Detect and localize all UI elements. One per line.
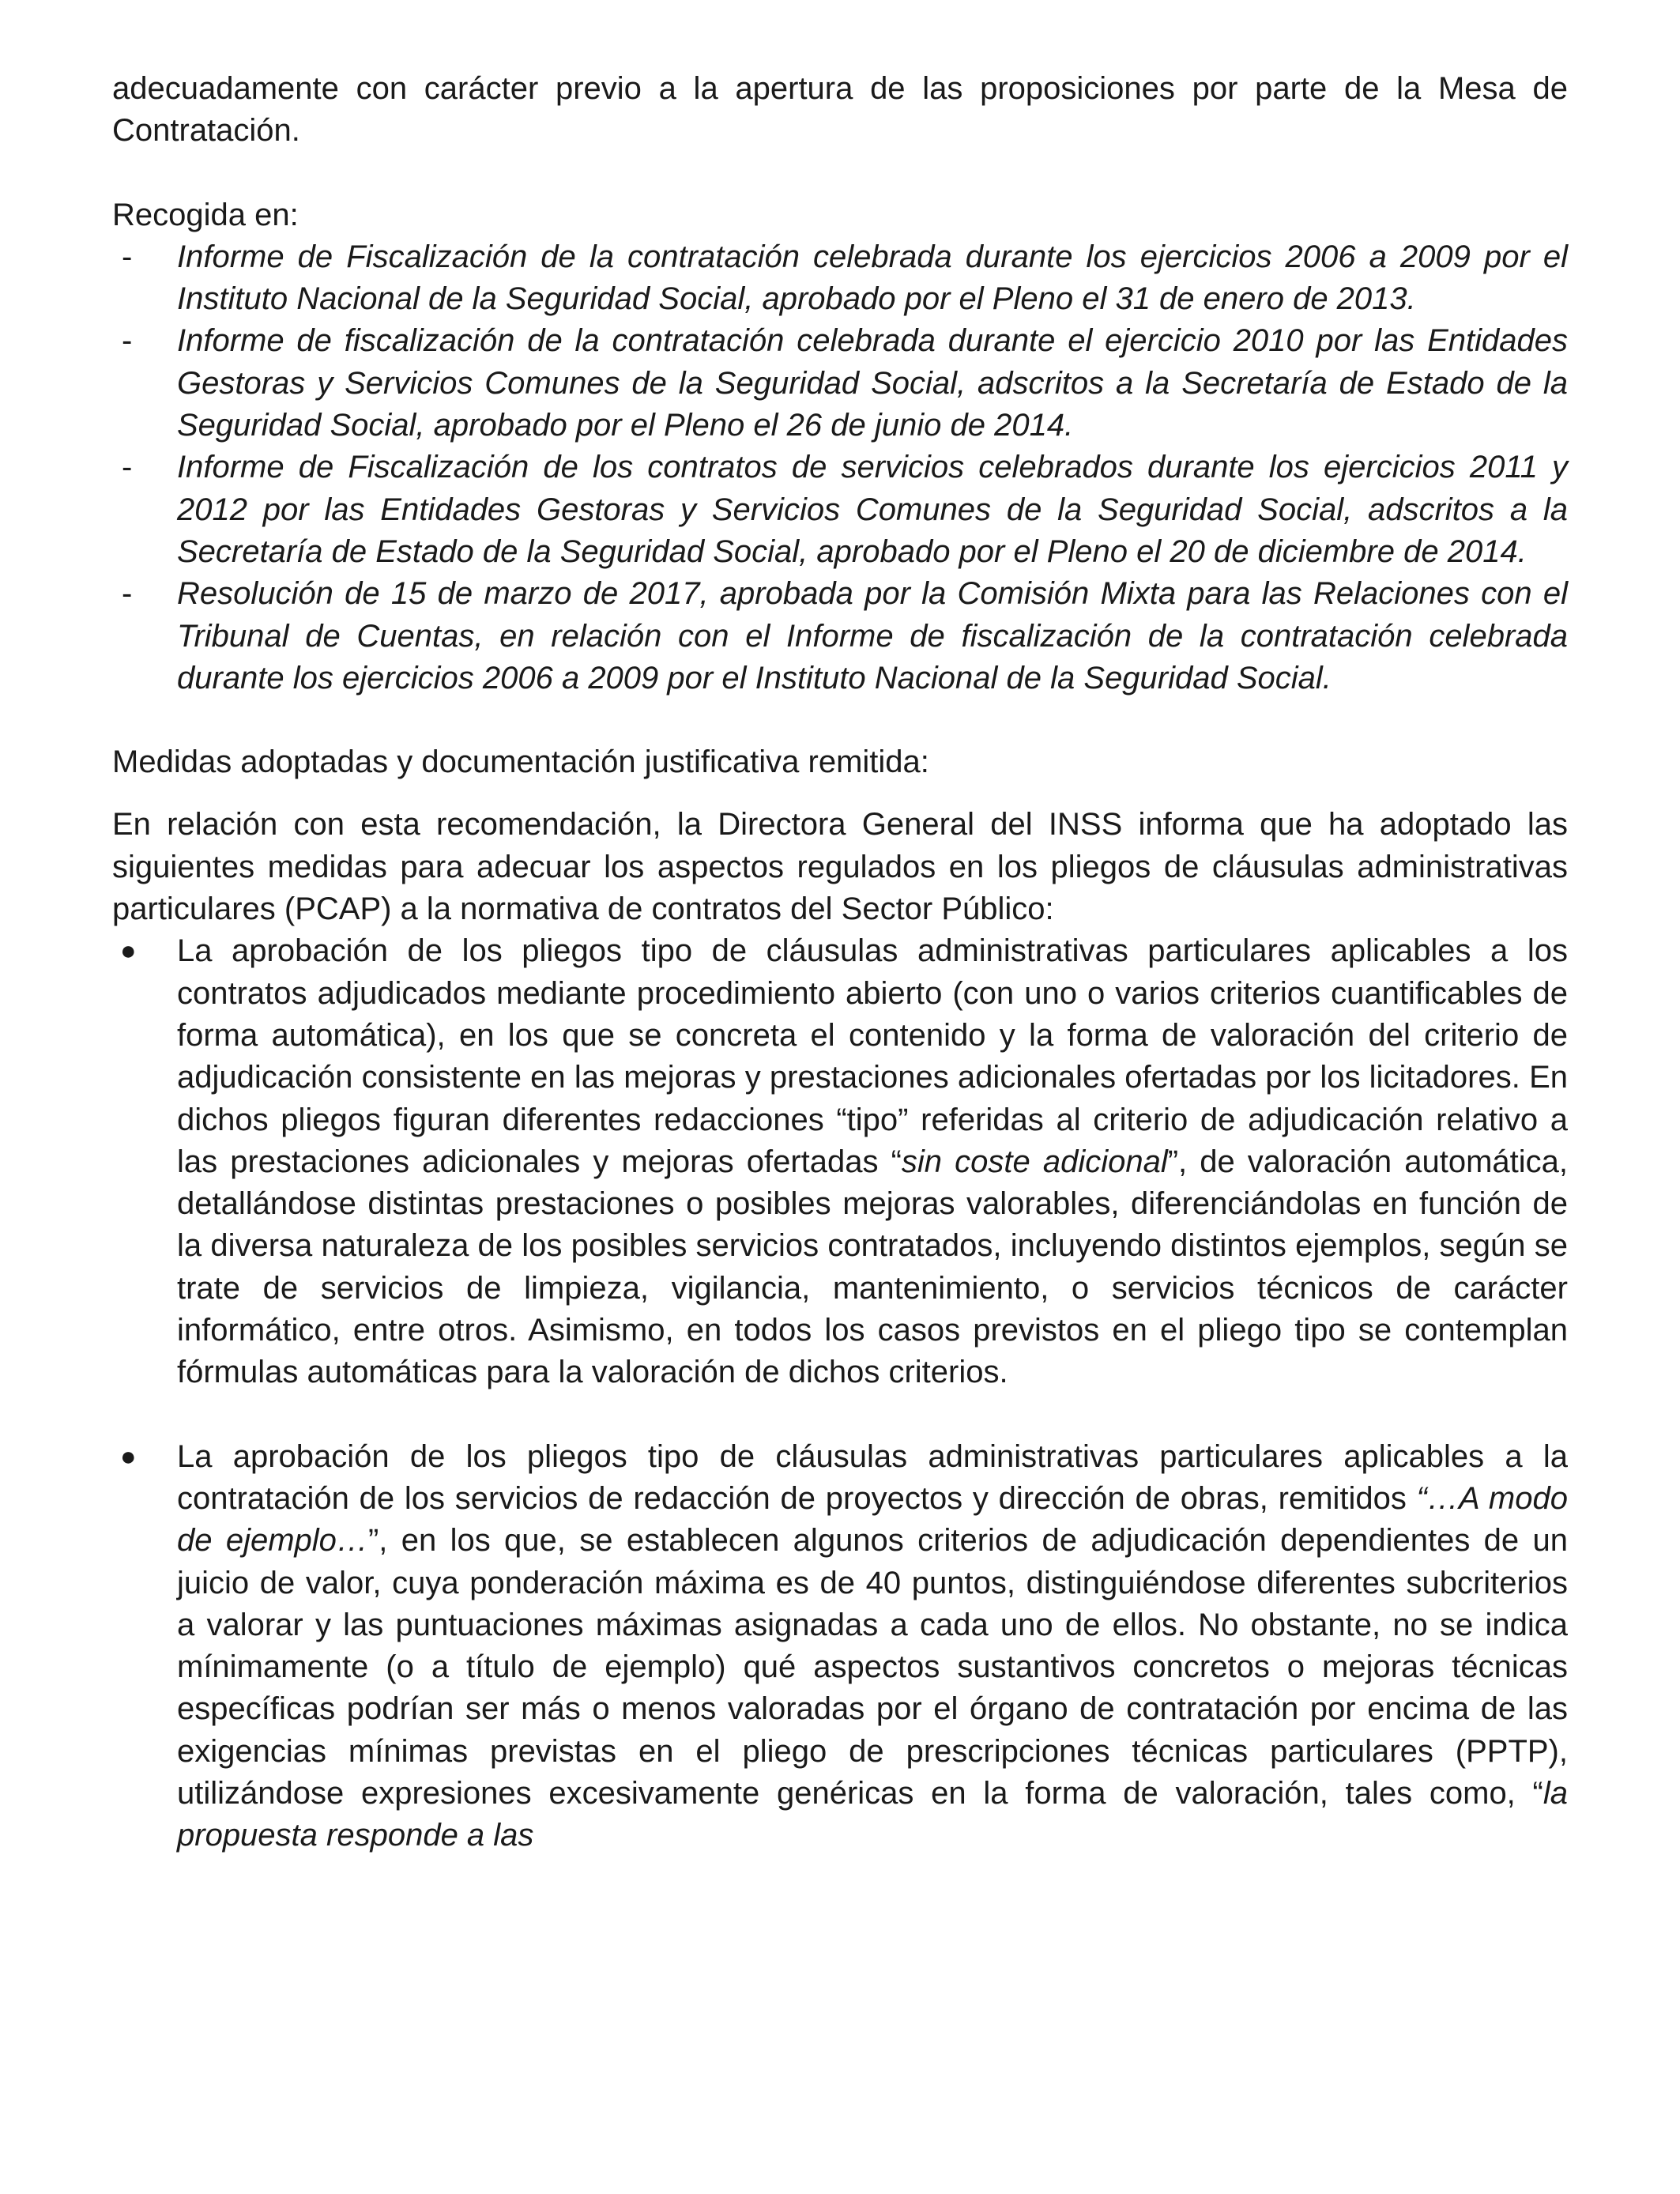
dash-marker: - — [122, 450, 133, 485]
recogida-item — [112, 573, 1568, 699]
bullet-icon: ● — [120, 1441, 137, 1472]
bullet-item — [112, 1436, 1568, 1857]
recogida-item — [112, 320, 1568, 447]
bullet-text-part: ”, de valoración automática, detallándose distintas prestaciones o posibles mejoras valorables, diferenciándolas en función de la diversa naturaleza de los posibles servicios contratados, incluyendo distintos ejemplos, según se trate de servicios de limpieza, vigilancia, mantenimiento, o servicios técnicos de carácter informático, entre otros. Asimismo, en todos los casos previstos en el pliego tipo se contemplan fórmulas automáticas para la valoración de dichos criterios. — [177, 1144, 1568, 1390]
recogida-item — [112, 447, 1568, 573]
bullet-text-part: La aprobación de los pliegos tipo de cláusulas administrativas particulares aplicables a los contratos adjudicados mediante procedimiento abierto (con uno o varios criterios cuantificables de forma automática), en los que se concreta el contenido y la forma de valoración del criterio de adjudicación consistente en las mejoras y prestaciones adicionales ofertadas por los licitadores. En dichos pliegos figuran diferentes redacciones “tipo” referidas al criterio de adjudicación relativo a las prestaciones adicionales y mejoras ofertadas “ — [177, 933, 1568, 1179]
intro-paragraph: adecuadamente con carácter previo a la apertura de las proposiciones por parte de la Mesa de Contratación. — [112, 71, 1568, 149]
bullet-text-italic: sin coste adicional — [901, 1144, 1168, 1179]
medidas-paragraph: En relación con esta recomendación, la Directora General del INSS informa que ha adoptado las siguientes medidas para adecuar los aspectos regulados en los pliegos de cláusulas administrativas particulares (PCAP) a la normativa de contratos del Sector Público: — [112, 807, 1568, 927]
dash-marker: - — [122, 323, 133, 359]
recogida-item — [112, 236, 1568, 321]
medidas-heading: Medidas adoptadas y documentación justificativa remitida: — [112, 745, 929, 780]
recogida-heading: Recogida en: — [112, 197, 299, 232]
recogida-item-text: Informe de Fiscalización de la contratación celebrada durante los ejercicios 2006 a 2009 por el Instituto Nacional de la Seguridad Social, aprobado por el Pleno el 31 de enero de 2013. — [177, 239, 1568, 317]
dash-marker: - — [122, 239, 133, 274]
medidas-bullet-list — [112, 930, 1568, 1857]
bullet-text-part: ”, en los que, se establecen algunos criterios de adjudicación dependientes de un juicio de valor, cuya ponderación máxima es de 40 puntos, distinguiéndose diferentes subcriterios a valorar y las puntuaciones máximas asignadas a cada uno de ellos. No obstante, no se indica mínimamente (o a título de ejemplo) qué aspectos sustantivos concretos o mejoras técnicas específicas podrían ser más o menos valoradas por el órgano de contratación por encima de las exigencias mínimas previstas en el pliego de prescripciones técnicas particulares (PPTP), utilizándose expresiones excesivamente genéricas en la forma de valoración, tales como, “ — [177, 1523, 1569, 1811]
document-page — [112, 68, 1568, 1857]
dash-marker: - — [122, 576, 133, 612]
recogida-item-text: Informe de fiscalización de la contratación celebrada durante el ejercicio 2010 por las Entidades Gestoras y Servicios Comunes de la Seguridad Social, adscritos a la Secretaría de Estado de la Seguridad Social, aprobado por el Pleno el 26 de junio de 2014. — [177, 323, 1568, 443]
bullet-text-italic: “…A modo de ejemplo… — [177, 1480, 1568, 1559]
bullet-text-part: La aprobación de los pliegos tipo de cláusulas administrativas particulares aplicables a la contratación de los servicios de redacción de proyectos y dirección de obras, remitidos — [177, 1438, 1568, 1516]
bullet-text-italic: la propuesta responde a las — [177, 1775, 1568, 1853]
bullet-icon: ● — [120, 936, 137, 967]
recogida-item-text: Informe de Fiscalización de los contratos de servicios celebrados durante los ejercicios 2011 y 2012 por las Entidades Gestoras y Servicios Comunes de la Seguridad Social, adscritos a la Secretaría de Estado de la Seguridad Social, aprobado por el Pleno el 20 de diciembre de 2014. — [177, 450, 1568, 569]
recogida-list — [112, 236, 1568, 699]
bullet-item — [112, 930, 1568, 1393]
recogida-item-text: Resolución de 15 de marzo de 2017, aprobada por la Comisión Mixta para las Relaciones con el Tribunal de Cuentas, en relación con el Informe de fiscalización de la contratación celebrada durante los ejercicios 2006 a 2009 por el Instituto Nacional de la Seguridad Social. — [177, 576, 1568, 696]
